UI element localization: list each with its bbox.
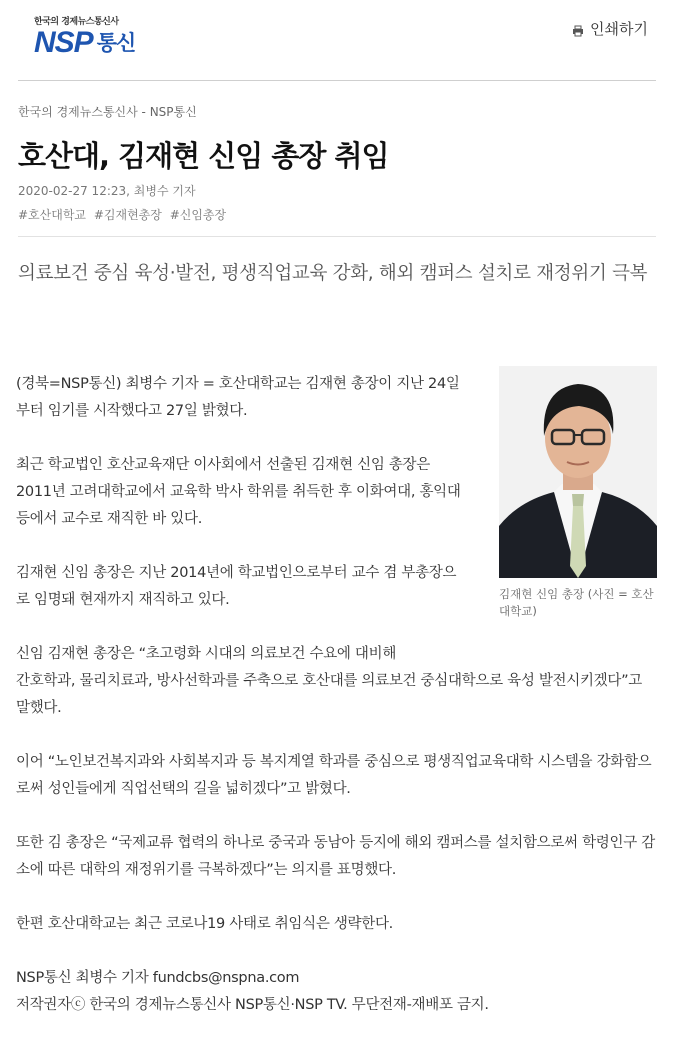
article-paragraph: 한편 호산대학교는 최근 코로나19 사태로 취임식은 생략한다. bbox=[16, 916, 393, 932]
breadcrumb: 한국의 경제뉴스통신사 - NSP통신 bbox=[18, 105, 197, 119]
article-paragraph: (경북=NSP통신) 최병수 기자 = 호산대학교는 김재현 총장이 지난 24일부터 임기를 시작했다고 27일 밝혔다. bbox=[16, 376, 460, 419]
logo-wordmark bbox=[34, 27, 135, 59]
print-label: 인쇄하기 bbox=[590, 20, 648, 38]
meta-divider bbox=[18, 236, 656, 237]
tag-list bbox=[18, 206, 230, 223]
article-subtitle: 의료보건 중심 육성·발전, 평생직업교육 강화, 해외 캠퍼스 설치로 재정위기 극복 bbox=[18, 263, 648, 284]
tag-link[interactable]: #호산대학교 bbox=[18, 208, 87, 222]
article-paragraph: 최근 학교법인 호산교육재단 이사회에서 선출된 김재현 신임 총장은 2011년 고려대학교에서 교육학 박사 학위를 취득한 후 이화여대, 홍익대 등에서 교수로 재직한 바 있다. bbox=[16, 457, 461, 527]
tag-link[interactable]: #신임총장 bbox=[169, 208, 227, 222]
photo-caption: 김재현 신임 총장 (사진 = 호산대학교) bbox=[499, 587, 654, 618]
article-dateline: 2020-02-27 12:23, 최병수 기자 bbox=[18, 184, 196, 198]
article-paragraph: 신임 김재현 총장은 “초고령화 시대의 의료보건 수요에 대비해 bbox=[16, 646, 397, 662]
article-body bbox=[16, 371, 656, 1019]
print-button[interactable] bbox=[572, 18, 648, 39]
logo-tagline: 한국의 경제뉴스통신사 bbox=[34, 17, 119, 27]
logo-nsp: NSP bbox=[34, 26, 93, 59]
copyright-notice: 저작권자ⓒ 한국의 경제뉴스통신사 NSP통신·NSP TV. 무단전재-재배포 금지. bbox=[16, 997, 489, 1013]
logo-korean: 통신 bbox=[96, 31, 136, 55]
article-paragraph: 이어 “노인보건복지과와 사회복지과 등 복지계열 학과를 중심으로 평생직업교육대학 시스템을 강화함으로써 성인들에게 직업선택의 길을 넓히겠다”고 밝혔다. bbox=[16, 754, 652, 797]
article-title: 호산대, 김재현 신임 총장 취임 bbox=[18, 139, 389, 173]
printer-icon bbox=[572, 23, 584, 35]
article-paragraph: 김재현 신임 총장은 지난 2014년에 학교법인으로부터 교수 겸 부총장으로 임명돼 현재까지 재직하고 있다. bbox=[16, 565, 457, 608]
site-logo[interactable] bbox=[34, 14, 174, 64]
article-byline: NSP통신 최병수 기자 fundcbs@nspna.com bbox=[16, 970, 300, 986]
header-divider bbox=[18, 80, 656, 81]
tag-link[interactable]: #김재현총장 bbox=[93, 208, 162, 222]
article-paragraph: 간호학과, 물리치료과, 방사선학과를 주축으로 호산대를 의료보건 중심대학으로 육성 발전시키겠다”고 말했다. bbox=[16, 673, 642, 716]
article-paragraph: 또한 김 총장은 “국제교류 협력의 하나로 중국과 동남아 등지에 해외 캠퍼스를 설치함으로써 학령인구 감소에 따른 대학의 재정위기를 극복하겠다”는 의지를 표명했다. bbox=[16, 835, 655, 878]
